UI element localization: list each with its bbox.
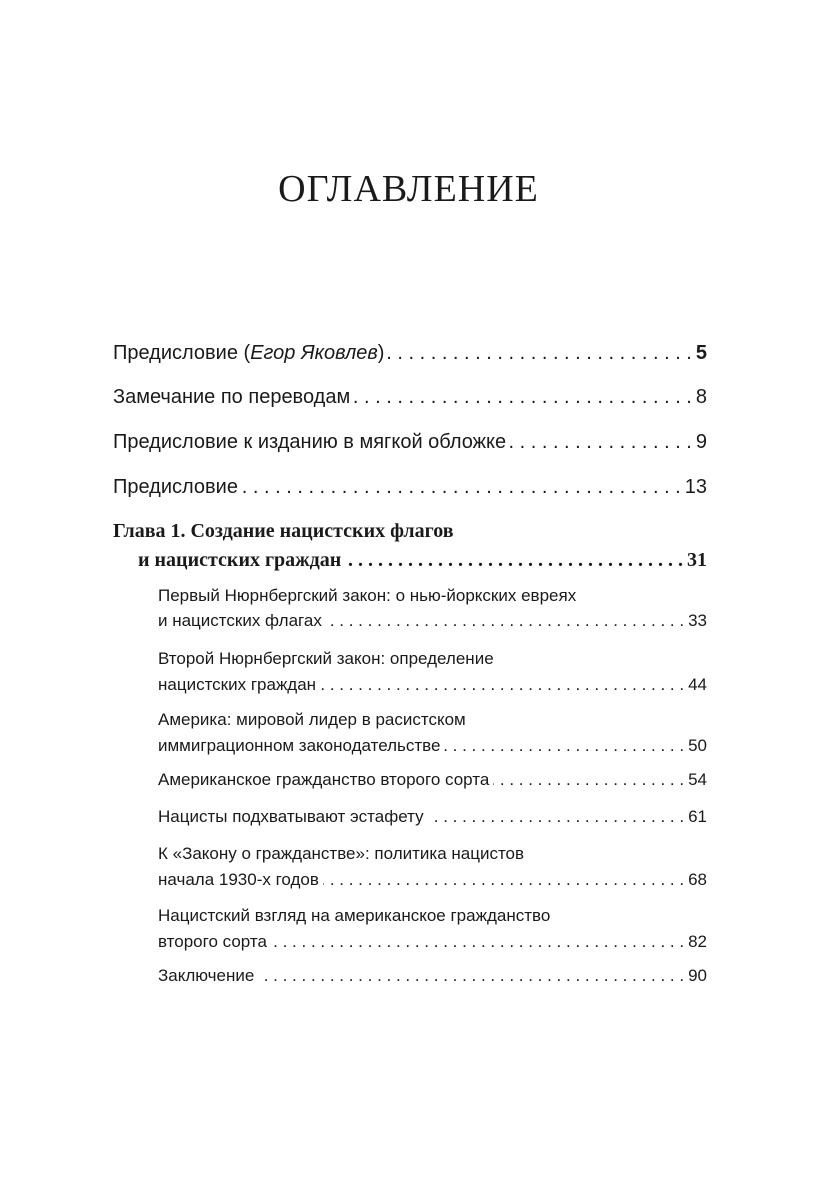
subentry-line1: Америка: мировой лидер в расистском [158, 710, 466, 729]
page-number: 8 [695, 386, 707, 408]
dot-leader [388, 338, 691, 368]
page-number: 61 [688, 807, 707, 826]
subentry-line2: иммиграционном законодательстве [158, 736, 441, 755]
toc-subentry-citizenship-law [158, 867, 707, 893]
chapter-title-line2: и нацистских граждан [138, 549, 342, 571]
subentry-line2: нацистских граждан [158, 675, 317, 694]
page-number: 82 [688, 932, 707, 951]
dot-leader [493, 767, 684, 793]
page-number: 54 [688, 770, 707, 789]
toc-subentry-relay [158, 804, 707, 830]
subentry-line1: Первый Нюрнбергский закон: о нью-йоркских евреях [158, 586, 577, 605]
subentry-label: Нацисты подхватывают эстафету [158, 807, 424, 826]
dot-leader [428, 804, 684, 830]
page-number: 33 [688, 611, 707, 630]
subentry-line1: Второй Нюрнбергский закон: определение [158, 649, 494, 668]
toc-entry-preface [113, 472, 707, 502]
dot-leader [510, 427, 692, 457]
subentry-line2: и нацистских флагах [158, 611, 322, 630]
toc-chapter-1 [138, 545, 707, 575]
page-title: ОГЛАВЛЕНИЕ [278, 168, 539, 210]
entry-label: Замечание по переводам [113, 386, 351, 408]
toc-subentry-nazi-view [158, 929, 707, 955]
dot-leader [258, 963, 684, 989]
dot-leader [444, 733, 684, 759]
entry-label: Предисловие (Егор Яковлев) [113, 342, 385, 364]
page-number: 68 [688, 870, 707, 889]
page-number: 5 [695, 342, 707, 364]
entry-label: Предисловие [113, 476, 238, 498]
page-number: 9 [695, 431, 707, 453]
page-number: 90 [688, 966, 707, 985]
author-name: Егор Яковлев [250, 342, 378, 364]
dot-leader [354, 382, 692, 412]
subentry-line2: начала 1930-х годов [158, 870, 319, 889]
subentry-line2: второго сорта [158, 932, 267, 951]
subentry-line1: К «Закону о гражданстве»: политика нацистов [158, 844, 525, 863]
entry-label: Предисловие к изданию в мягкой обложке [113, 431, 507, 453]
toc-subentry-second-class [158, 767, 707, 793]
dot-leader [320, 672, 684, 698]
page-number: 31 [687, 549, 707, 571]
subentry-label: Заключение [158, 966, 255, 985]
toc-subentry-conclusion [158, 963, 707, 989]
dot-leader [326, 608, 684, 634]
dot-leader [323, 867, 684, 893]
toc-subentry-america-leader [158, 733, 707, 759]
toc-subentry-second-law [158, 672, 707, 698]
toc-entry-paperback-preface [113, 427, 707, 457]
page-number: 50 [688, 736, 707, 755]
chapter-title-line1: Глава 1. Создание нацистских флагов [113, 520, 454, 542]
dot-leader [242, 472, 681, 502]
toc-entry-foreword-yakovlev [113, 338, 707, 368]
toc-entry-translation-note [113, 382, 707, 412]
toc-subentry-first-law [158, 608, 707, 634]
dot-leader [271, 929, 684, 955]
subentry-line1: Нацистский взгляд на американское гражданство [158, 906, 551, 925]
page-number: 44 [688, 675, 707, 694]
subentry-label: Американское гражданство второго сорта [158, 770, 490, 789]
dot-leader [345, 545, 683, 575]
page-number: 13 [684, 476, 707, 498]
